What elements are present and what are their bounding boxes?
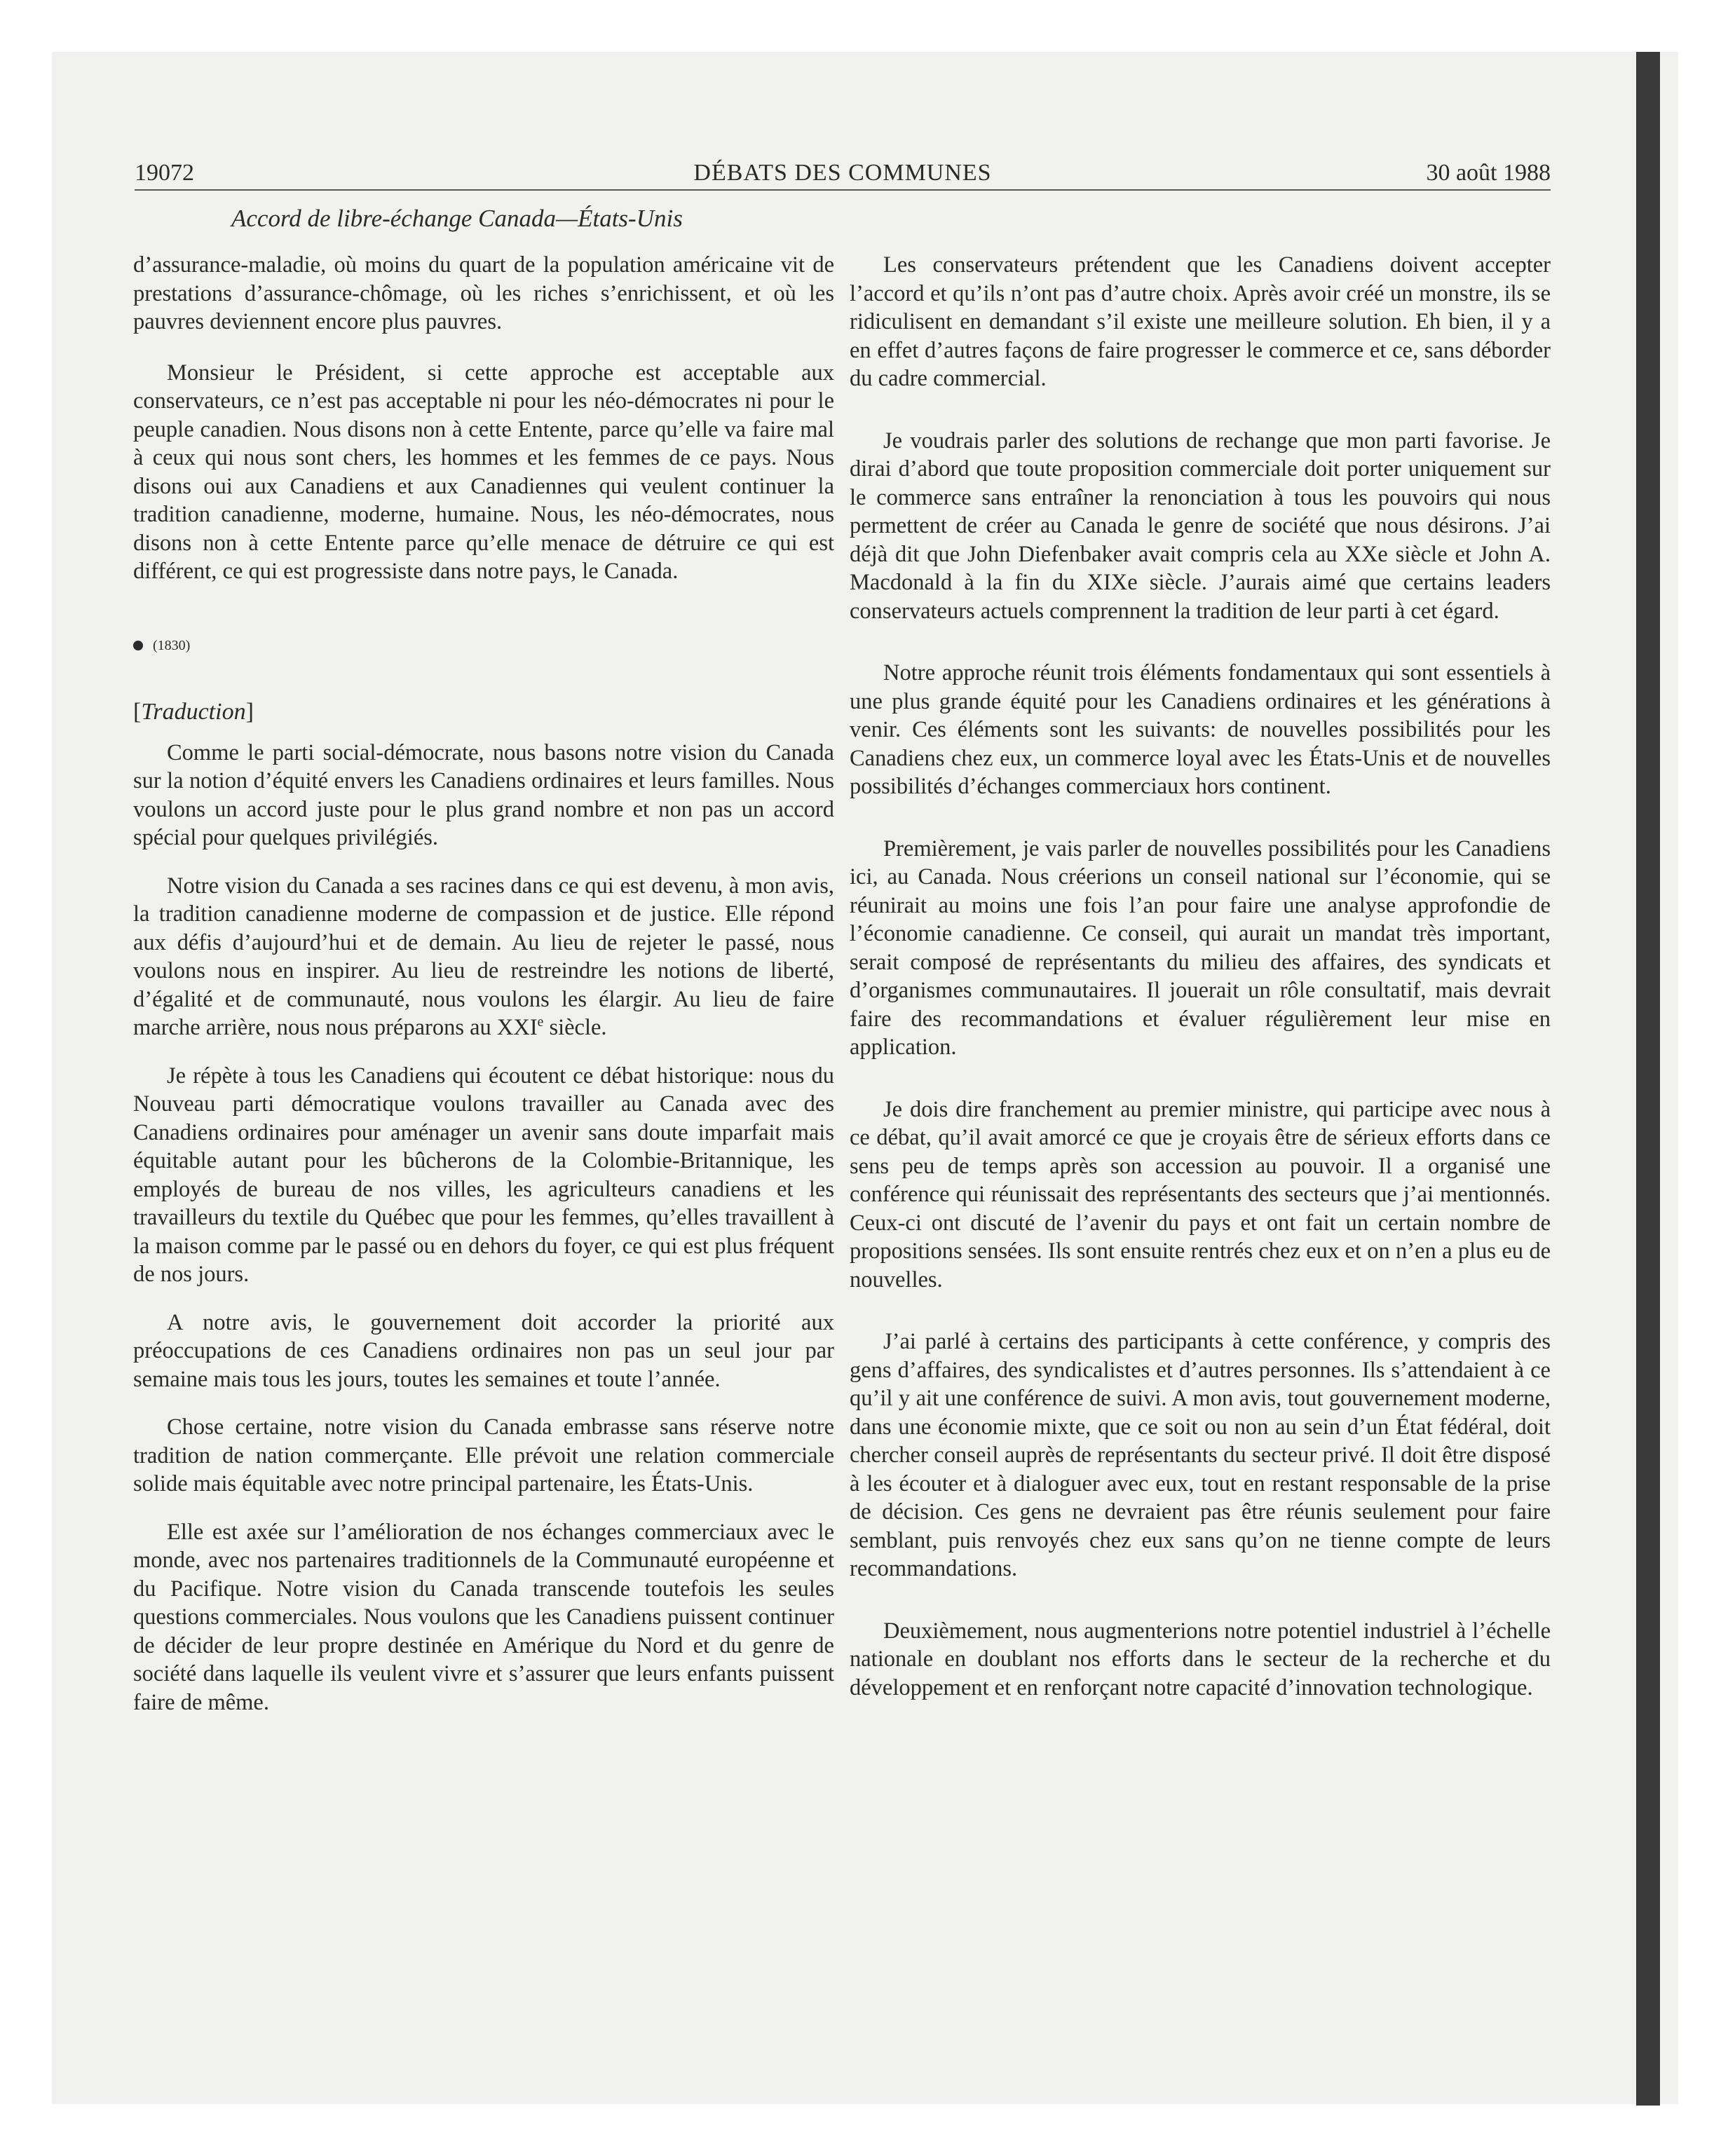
page-number: 19072 [135,160,194,186]
time-marker-text: (1830) [153,637,191,653]
paragraph: Chose certaine, notre vision du Canada embrasse sans réserve notre tradition de nation commerçante. Elle prévoit une relation commerciale solide mais équitable avec notre principal partenaire, les États-Unis. [133,1414,834,1496]
superscript: e [537,1015,544,1030]
paragraph: Elle est axée sur l’amélioration de nos échanges commerciaux avec le monde, avec nos partenaires traditionnels de la Communauté européenne et du Pacifique. Notre vision du Canada transcende toutefois les seules questions commerciales. Nous voulons que les Canadiens puissent continuer de décider de leur propre destinée en Amérique du Nord et du genre de société dans laquelle ils veulent vivre et s’assurer que leurs enfants puissent faire de même. [133,1519,834,1715]
paragraph: Notre approche réunit trois éléments fondamentaux qui sont essentiels à une plus grande équité pour les Canadiens ordinaires et les générations à venir. Ces éléments sont les suivants: de nouvelles possibilités pour les Canadiens chez eux, un commerce loyal avec les États-Unis et de nouvelles possibilités d’échanges commerciaux hors continent. [850,660,1551,799]
paragraph: J’ai parlé à certains des participants à cette conférence, y compris des gens d’affaires, des syndicalistes et d’autres personnes. Ils s’attendaient à ce qu’il y ait une conférence de suivi. A mon avis, tout gouvernement moderne, dans une économie mixte, que ce soit ou non au sein d’un État fédéral, doit chercher conseil auprès de représentants du secteur privé. Il doit être disposé à les écouter et à dialoguer avec eux, tout en restant responsable de la prise de décision. Ces gens ne devraient pas être réunis seulement pour faire semblant, puis renvoyés chez eux sans qu’on ne tienne compte de leurs recommandations. [850,1329,1551,1581]
bullet-icon [133,641,143,650]
paragraph: Je répète à tous les Canadiens qui écoutent ce débat historique: nous du Nouveau parti démocratique voulons travailler au Canada avec des Canadiens ordinaires pour aménager un avenir sans doute imparfait mais équitable autant pour les bûcherons de la Colombie-Britannique, les employés de bureau de nos villes, les agriculteurs canadiens et les travailleurs du textile du Québec que pour les femmes, qu’elles travaillent à la maison comme par le passé ou en dehors du foyer, ce qui est plus fréquent de nos jours. [133,1063,834,1287]
right-column [850,251,1551,1702]
paragraph: Premièrement, je vais parler de nouvelles possibilités pour les Canadiens ici, au Canada. Nous créerions un conseil national sur l’économie, qui se réunirait au moins une fois l’an pour faire une analyse approfondie de l’économie canadienne. Ce conseil, qui aurait un mandat très important, serait composé de représentants du milieu des affaires, des syndicats et d’organismes communautaires. Il jouerait un rôle consultatif, mais devrait faire des recommandations et évaluer régulièrement leur mise en application. [850,835,1551,1060]
left-column [133,251,834,1717]
page-header [135,157,1551,191]
paragraph: Comme le parti social-démocrate, nous basons notre vision du Canada sur la notion d’équité envers les Canadiens ordinaires et leurs familles. Nous voulons un accord juste pour le plus grand nombre et non pas un accord spécial pour quelques privilégiés. [133,739,834,850]
paragraph: d’assurance-maladie, où moins du quart de la population américaine vit de prestations d’assurance-chômage, où les riches s’enrichissent, et où les pauvres deviennent encore plus pauvres. [133,252,834,334]
paragraph [133,872,834,1042]
paragraph-text: siècle. [543,1015,607,1040]
section-label: [Traduction] [133,698,254,725]
paragraph: Je voudrais parler des solutions de rechange que mon parti favorise. Je dirai d’abord que toute proposition commerciale doit porter uniquement sur le commerce sans entraîner la renonciation à tous les pouvoirs qui nous permettent de créer au Canada le genre de société que nous désirons. J’ai déjà dit que John Diefenbaker avait compris cela au XXe siècle et John A. Macdonald à la fin du XIXe siècle. J’aurais aimé que certains leaders conservateurs actuels comprennent la tradition de leur parti à cet égard. [850,428,1551,624]
paragraph-text: Notre vision du Canada a ses racines dans ce qui est devenu, à mon avis, la tradition canadienne moderne de compassion et de justice. Elle répond aux défis d’aujourd’hui et de demain. Au lieu de rejeter le passé, nous voulons nous en inspirer. Au lieu de restreindre les notions de liberté, d’égalité et de communauté, nous voulons les élargir. Au lieu de faire marche arrière, nous nous préparons au XXI [133,873,834,1040]
paragraph: Je dois dire franchement au premier ministre, qui participe avec nous à ce débat, qu’il avait amorcé ce que je croyais être de sérieux efforts dans ce sens peu de temps après son accession au pouvoir. Il a organisé une conférence qui réunissait des représentants des secteurs que j’ai mentionnés. Ceux-ci ont discuté de l’avenir du pays et ont fait un certain nombre de propositions sensées. Ils sont ensuite rentrés chez eux et on n’en a plus eu de nouvelles. [850,1096,1551,1292]
paragraph: Monsieur le Président, si cette approche est acceptable aux conservateurs, ce n’est pas acceptable ni pour les néo-démocrates ni pour le peuple canadien. Nous disons non à cette Entente, parce qu’elle va faire mal à ceux qui nous sont chers, les hommes et les femmes de ce pays. Nous disons oui aux Canadiens et aux Canadiennes qui veulent continuer la tradition canadienne, moderne, humaine. Nous, les néo-démocrates, nous disons non à cette Entente parce qu’elle menace de détruire ce qui est différent, ce qui est progressiste dans notre pays, le Canada. [133,360,834,584]
publication-date: 30 août 1988 [1426,160,1551,186]
section-label-text: Traduction [141,698,246,725]
running-subheader: Accord de libre-échange Canada—États-Unis [231,205,683,232]
publication-title: DÉBATS DES COMMUNES [693,160,992,186]
paragraph: A notre avis, le gouvernement doit accorder la priorité aux préoccupations de ces Canadiens ordinaires non pas un seul jour par semaine mais tous les jours, toutes les semaines et toute l’année. [133,1309,834,1392]
scan-edge-bar [1636,52,1660,2106]
paragraph: Les conservateurs prétendent que les Canadiens doivent accepter l’accord et qu’ils n’ont pas d’autre choix. Après avoir créé un monstre, ils se ridiculisent en demandant s’il existe une meilleure solution. Eh bien, il y a en effet d’autres façons de faire progresser le commerce et ce, sans déborder du cadre commercial. [850,252,1551,391]
paragraph: Deuxièmement, nous augmenterions notre potentiel industriel à l’échelle nationale en doublant nos efforts dans le secteur de la recherche et du développement et en renforçant notre capacité d’innovation technologique. [850,1618,1551,1700]
time-marker [133,635,834,656]
